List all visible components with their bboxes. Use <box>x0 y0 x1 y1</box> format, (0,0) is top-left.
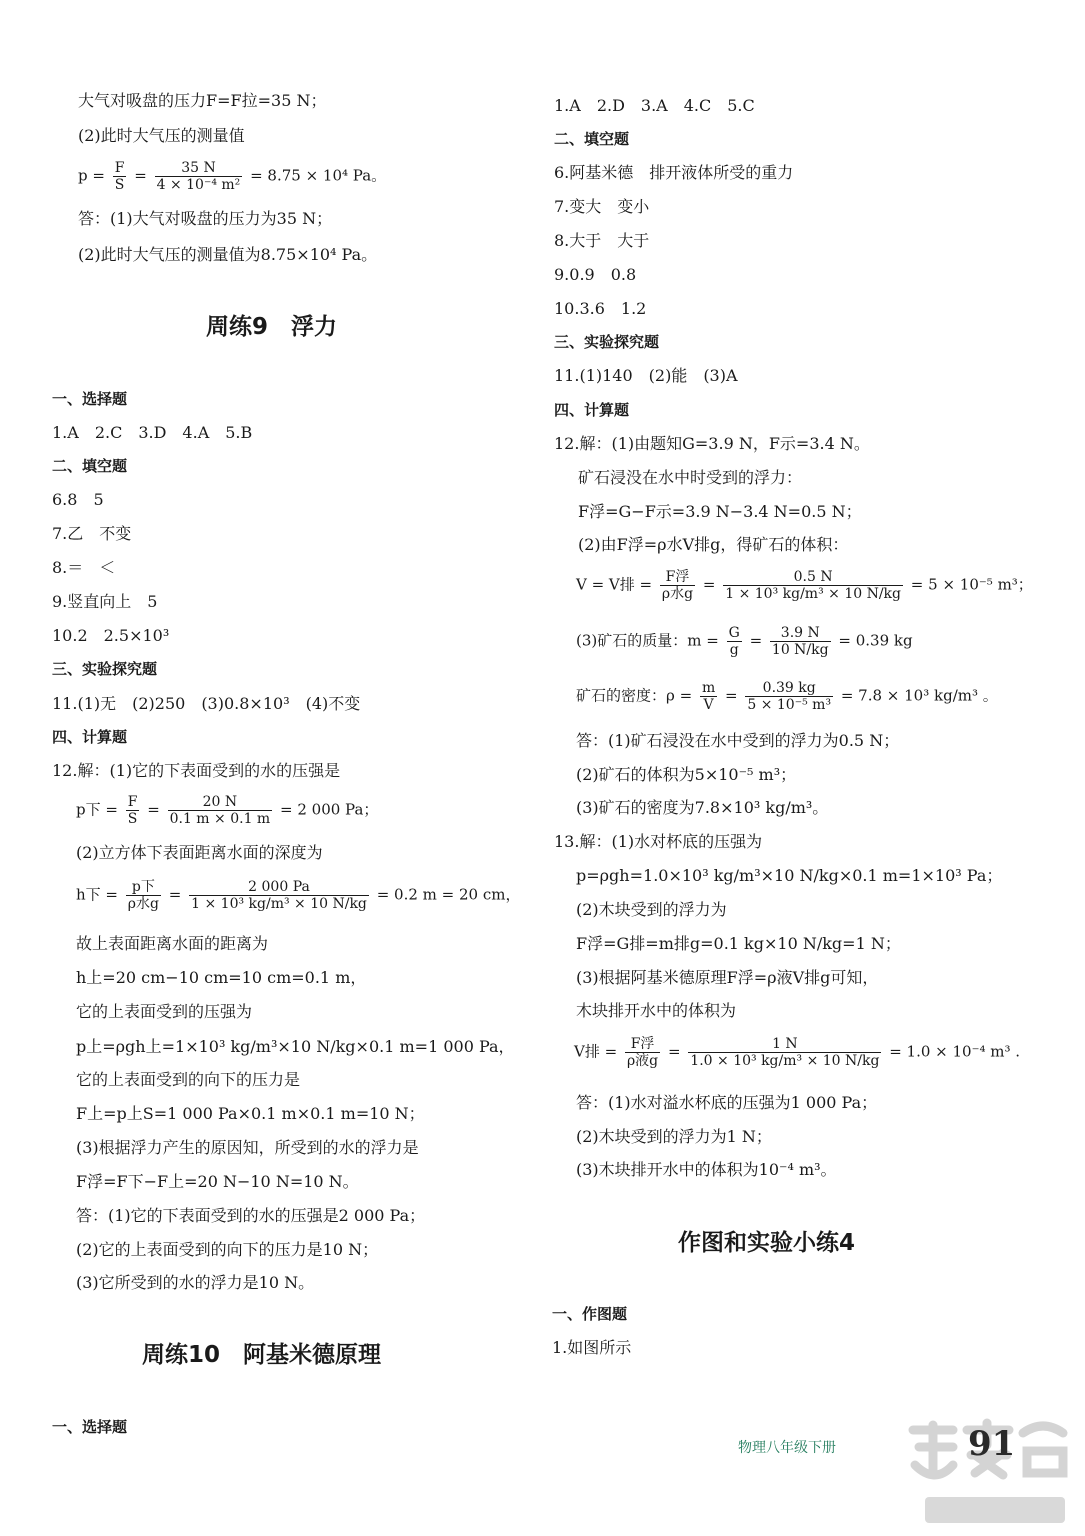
answer-line: 9.0.9 0.8 <box>554 265 637 284</box>
denominator: ρ水g <box>661 586 694 602</box>
equals: = <box>168 885 182 904</box>
text-line: (3)根据阿基米德原理F浮=ρ液V排g可知， <box>576 968 879 987</box>
answer-line: 10.2 2.5×10³ <box>52 626 170 645</box>
text-line: 故上表面距离水面的距离为 <box>76 934 269 953</box>
text-line: 答：(1)大气对吸盘的压力为35 N； <box>78 209 333 228</box>
numerator: G <box>728 625 740 641</box>
equals: = <box>702 575 716 594</box>
answer-line: 7.乙 不变 <box>52 524 132 543</box>
answer-line: 9.竖直向上 5 <box>52 592 158 611</box>
formula-line <box>78 160 386 193</box>
formula-lhs: h下 = <box>76 885 118 904</box>
numerator: 2 000 Pa <box>189 879 369 896</box>
text-line: (3)木块排开水中的体积为10⁻⁴ m³。 <box>576 1160 837 1179</box>
formula-lhs: p = <box>78 166 105 185</box>
text-line: p=ρgh=1.0×10³ kg/m³×10 N/kg×0.1 m=1×10³ Pa； <box>576 866 1003 885</box>
equals: = <box>667 1042 681 1061</box>
text-line: (2)由F浮=ρ水V排g，得矿石的体积： <box>578 535 849 554</box>
formula-line <box>576 569 1033 602</box>
section-title: 作图和实验小练4 <box>678 1230 856 1256</box>
formula-result: = 2 000 Pa； <box>280 800 379 819</box>
answer-line: 1.A 2.D 3.A 4.C 5.C <box>554 96 755 115</box>
denominator: 10 N/kg <box>771 642 829 658</box>
formula-line <box>576 680 998 713</box>
formula-lhs: V = V排 = <box>576 575 653 594</box>
denominator: 0.1 m × 0.1 m <box>169 811 271 827</box>
text-line: (3)矿石的密度为7.8×10³ kg/m³。 <box>576 798 829 817</box>
denominator: S <box>127 811 138 827</box>
text-line: 13.解：(1)水对杯底的压强为 <box>554 832 763 851</box>
fraction <box>126 794 140 827</box>
numerator: 0.39 kg <box>745 680 833 697</box>
text-line: 它的上表面受到的向下的压力是 <box>76 1070 301 1089</box>
answer-line: 10.3.6 1.2 <box>554 299 647 318</box>
answer-line: 1.A 2.C 3.D 4.A 5.B <box>52 423 253 442</box>
text-line: (2)木块受到的浮力为 <box>576 900 727 919</box>
equals: = <box>147 800 160 819</box>
numerator: F浮 <box>625 1036 660 1053</box>
formula-result: = 7.8 × 10³ kg/m³ 。 <box>840 686 998 705</box>
formula-line <box>76 794 378 827</box>
text-line: 矿石浸没在水中时受到的浮力： <box>578 468 803 487</box>
answer-line: 8.＝ ＜ <box>52 558 116 577</box>
text-line: p上=ρgh上=1×10³ kg/m³×10 N/kg×0.1 m=1 000 Pa， <box>76 1037 515 1056</box>
formula-line <box>576 625 913 658</box>
text-line: h上=20 cm−10 cm=10 cm=0.1 m， <box>76 968 367 987</box>
text-line: (2)木块受到的浮力为1 N； <box>576 1127 772 1146</box>
equals: = <box>749 631 763 650</box>
text-line: 12.解：(1)由题知G=3.9 N，F示=3.4 N。 <box>554 434 870 453</box>
formula-lhs: V排 = <box>574 1042 618 1061</box>
answer-line: 6.阿基米德 排开液体所受的重力 <box>554 163 794 182</box>
denominator: 4 × 10⁻⁴ m² <box>156 177 241 193</box>
answer-line: 11.(1)140 (2)能 (3)A <box>554 366 738 385</box>
answer-line: 8.大于 大于 <box>554 231 650 250</box>
answer-line: 11.(1)无 (2)250 (3)0.8×10³ (4)不变 <box>52 694 361 713</box>
formula-line <box>574 1036 1020 1069</box>
denominator: 1.0 × 10³ kg/m³ × 10 N/kg <box>690 1053 880 1069</box>
denominator: 5 × 10⁻⁵ m³ <box>747 697 832 713</box>
formula-lhs: 矿石的密度：ρ = <box>576 686 693 705</box>
text-line: F浮=G−F示=3.9 N−3.4 N=0.5 N； <box>578 502 862 521</box>
section-heading: 一、作图题 <box>552 1305 628 1323</box>
formula-result: = 5 × 10⁻⁵ m³； <box>910 575 1033 594</box>
denominator: V <box>703 697 714 713</box>
section-heading: 一、选择题 <box>52 1418 128 1436</box>
denominator: 1 × 10³ kg/m³ × 10 N/kg <box>191 896 367 912</box>
text-line: F浮=G排=m排g=0.1 kg×10 N/kg=1 N； <box>576 934 901 953</box>
text-line: 木块排开水中的体积为 <box>576 1001 737 1020</box>
formula-lhs: p下 = <box>76 800 118 819</box>
fraction <box>126 879 161 912</box>
text-line: 大气对吸盘的压力F=F拉=35 N； <box>78 91 327 110</box>
fraction <box>688 1036 881 1069</box>
numerator: F <box>127 794 138 810</box>
text-line: (2)它的上表面受到的向下的压力是10 N； <box>76 1240 379 1259</box>
fraction <box>113 160 127 193</box>
numerator: 1 N <box>688 1036 881 1053</box>
formula-result: = 8.75 × 10⁴ Pa。 <box>250 166 387 185</box>
fraction <box>660 569 695 602</box>
section-heading: 二、填空题 <box>554 130 630 148</box>
section-heading: 四、计算题 <box>554 401 630 419</box>
text-line: 答：(1)矿石浸没在水中受到的浮力为0.5 N； <box>576 731 900 750</box>
text-line: (2)矿石的体积为5×10⁻⁵ m³； <box>576 765 797 784</box>
equals: = <box>725 686 738 705</box>
fraction <box>700 680 717 713</box>
text-line: (2)此时大气压的测量值为8.75×10⁴ Pa。 <box>78 245 378 264</box>
book-title: 物理八年级下册 <box>738 1440 836 1456</box>
text-line: 答：(1)它的下表面受到的水的压强是2 000 Pa； <box>76 1206 426 1225</box>
answer-line: 7.变大 变小 <box>554 197 650 216</box>
formula-result: = 0.2 m = 20 cm， <box>376 885 521 904</box>
answer-line: 1.如图所示 <box>552 1338 632 1357</box>
section-heading: 三、实验探究题 <box>52 660 158 678</box>
section-heading: 四、计算题 <box>52 728 128 746</box>
text-line: 答：(1)水对溢水杯底的压强为1 000 Pa； <box>576 1093 878 1112</box>
text-line: F浮=F下−F上=20 N−10 N=10 N。 <box>76 1172 359 1191</box>
denominator: 1 × 10³ kg/m³ × 10 N/kg <box>725 586 902 602</box>
text-line: (2)立方体下表面距离水面的深度为 <box>76 843 323 862</box>
denominator: S <box>114 177 125 193</box>
text-line: 12.解：(1)它的下表面受到的水的压强是 <box>52 761 341 780</box>
numerator: m <box>701 680 716 696</box>
numerator: 0.5 N <box>723 569 903 586</box>
page-number: 91 <box>968 1424 1016 1464</box>
text-line: (3)它所受到的水的浮力是10 N。 <box>76 1273 315 1292</box>
fraction <box>189 879 369 912</box>
formula-line <box>76 879 520 912</box>
numerator: F浮 <box>660 569 695 586</box>
section-heading: 二、填空题 <box>52 457 128 475</box>
numerator: F <box>114 160 125 176</box>
numerator: 20 N <box>168 794 273 811</box>
fraction <box>723 569 903 602</box>
answer-line: 6.8 5 <box>52 490 104 509</box>
denominator: ρ液g <box>626 1053 659 1069</box>
text-line: 它的上表面受到的压强为 <box>76 1002 253 1021</box>
numerator: p下 <box>126 879 161 896</box>
section-title: 周练10 阿基米德原理 <box>142 1342 382 1368</box>
fraction <box>727 625 742 658</box>
numerator: 3.9 N <box>770 625 831 642</box>
text-line: (2)此时大气压的测量值 <box>78 126 245 145</box>
fraction <box>625 1036 660 1069</box>
fraction <box>770 625 831 658</box>
fraction <box>155 160 243 193</box>
text-line: (3)根据浮力产生的原因知，所受到的水的浮力是 <box>76 1138 419 1157</box>
formula-result: = 1.0 × 10⁻⁴ m³ . <box>889 1042 1021 1061</box>
denominator: ρ水g <box>127 896 159 912</box>
equals: = <box>134 166 147 185</box>
denominator: g <box>729 642 739 658</box>
formula-lhs: (3)矿石的质量：m = <box>576 631 719 650</box>
section-heading: 三、实验探究题 <box>554 333 660 351</box>
fraction <box>168 794 273 827</box>
fraction <box>745 680 833 713</box>
text-line: F上=p上S=1 000 Pa×0.1 m×0.1 m=10 N； <box>76 1104 425 1123</box>
section-title: 周练9 浮力 <box>206 314 338 340</box>
formula-result: = 0.39 kg <box>838 631 913 650</box>
section-heading: 一、选择题 <box>52 390 128 408</box>
numerator: 35 N <box>155 160 243 177</box>
